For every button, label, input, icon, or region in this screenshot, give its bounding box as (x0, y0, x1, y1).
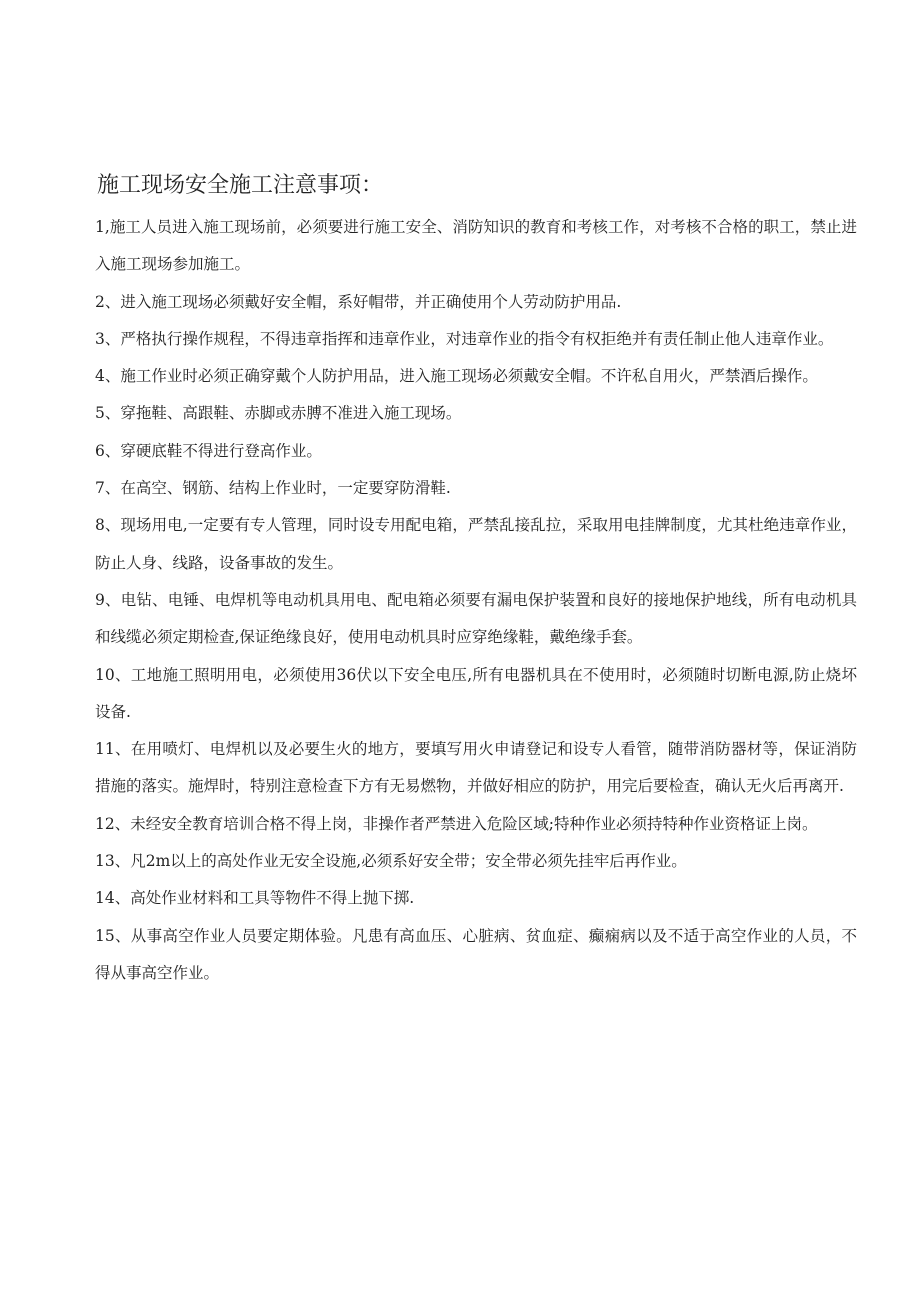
list-item: 7、在高空、钢筋、结构上作业时，一定要穿防滑鞋. (95, 479, 451, 498)
list-item: 14、高处作业材料和工具等物件不得上抛下掷. (95, 889, 415, 908)
list-item: 13、凡2m以上的高处作业无安全设施,必须系好安全带；安全带必须先挂牢后再作业。 (95, 852, 687, 871)
list-item: 10、工地施工照明用电，必须使用36伏以下安全电压,所有电器机具在不使用时，必须随时切断电源,防止烧坏设备. (95, 665, 857, 721)
list-item: 9、电钻、电锤、电焊机等电动机具用电、配电箱必须要有漏电保护装置和良好的接地保护地线，所有电动机具和线缆必须定期检查,保证绝缘良好，使用电动机具时应穿绝缘鞋，戴绝缘手套。 (95, 590, 857, 647)
list-item: 3、严格执行操作规程，不得违章指挥和违章作业，对违章作业的指令有权拒绝并有责任制止他人违章作业。 (95, 329, 834, 348)
list-item: 6、穿硬底鞋不得进行登高作业。 (95, 441, 322, 460)
list-item: 4、施工作业时必须正确穿戴个人防护用品，进入施工现场必须戴安全帽。不许私自用火，严禁酒后操作。 (95, 367, 818, 386)
list-item: 1,施工人员进入施工现场前，必须要进行施工安全、消防知识的教育和考核工作，对考核不合格的职工，禁止进入施工现场参加施工。 (95, 218, 857, 274)
list-item: 8、现场用电,一定要有专人管理，同时设专用配电箱，严禁乱接乱拉，采取用电挂牌制度，尤其杜绝违章作业，防止人身、线路，设备事故的发生。 (95, 516, 857, 572)
document-title: 施工现场安全施工注意事项： (97, 173, 384, 198)
safety-rules-list (95, 209, 857, 992)
list-item: 15、从事高空作业人员要定期体验。凡患有高血压、心脏病、贫血症、癫痫病以及不适于高空作业的人员，不得从事高空作业。 (95, 926, 857, 982)
list-item: 2、进入施工现场必须戴好安全帽，系好帽带，并正确使用个人劳动防护用品. (95, 292, 622, 311)
list-item: 11、在用喷灯、电焊机以及必要生火的地方，要填写用火申请登记和设专人看管，随带消防器材等，保证消防措施的落实。施焊时，特别注意检查下方有无易燃物，并做好相应的防护，用完后要检查，确认无火后再离开. (95, 740, 857, 796)
list-item: 5、穿拖鞋、高跟鞋、赤脚或赤膊不准进入施工现场。 (95, 404, 462, 423)
list-item: 12、未经安全教育培训合格不得上岗，非操作者严禁进入危险区域;特种作业必须持特种作业资格证上岗。 (95, 814, 818, 833)
